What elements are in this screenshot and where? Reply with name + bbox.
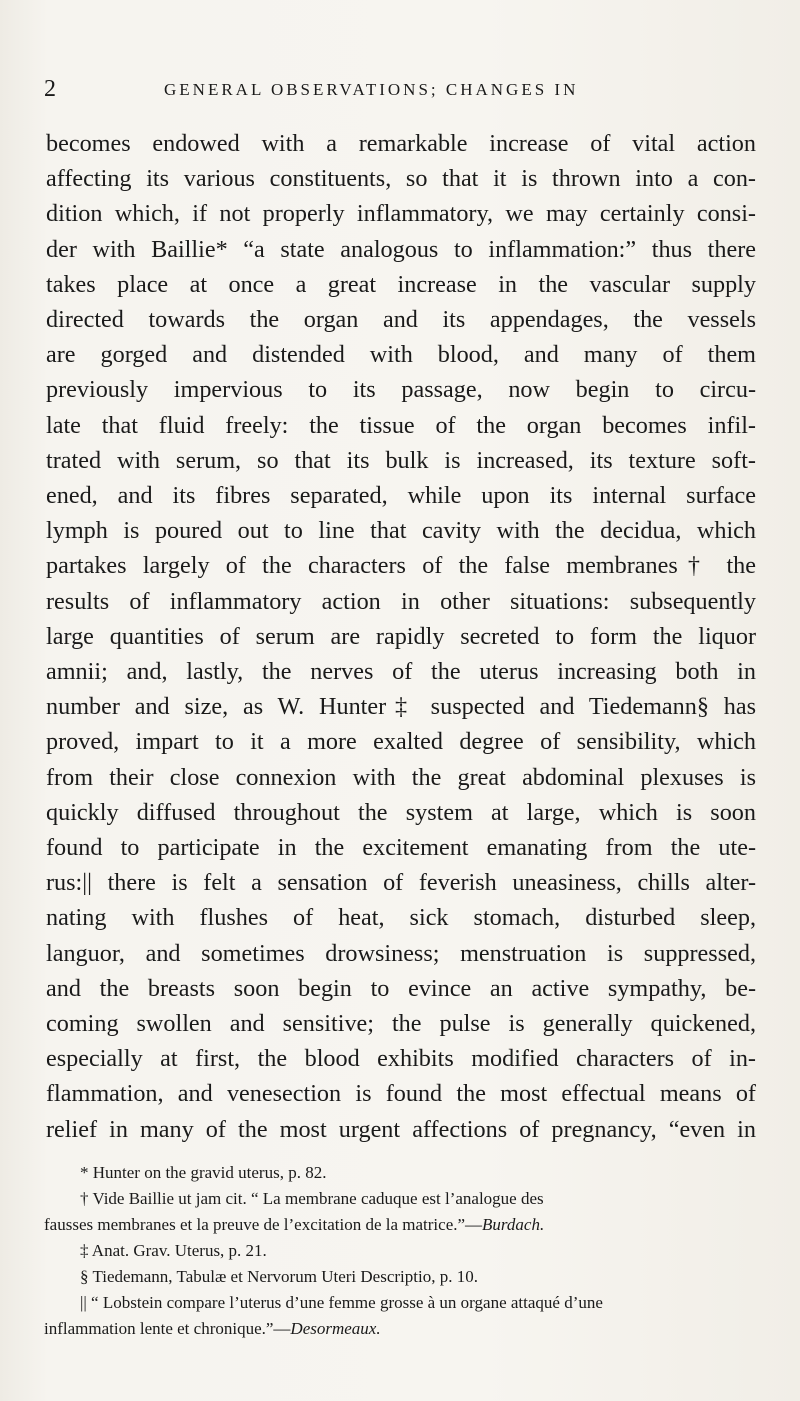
text-line: takes place at once a great increase in the vascular supply <box>46 270 756 298</box>
footnote-continuation <box>44 1212 756 1238</box>
text-line: results of inflammatory action in other situations: subsequently <box>46 587 756 615</box>
footnote: ‡ Anat. Grav. Uterus, p. 21. <box>80 1241 267 1260</box>
footnotes <box>44 1160 756 1342</box>
footnote: § Tiedemann, Tabulæ et Nervorum Uteri Descriptio, p. 10. <box>80 1267 478 1286</box>
text-line: trated with serum, so that its bulk is increased, its texture soft- <box>46 446 756 474</box>
text-line: proved, impart to it a more exalted degree of sensibility, which <box>46 728 756 756</box>
text-line: der with Baillie* “a state analogous to inflammation:” thus there <box>46 235 756 263</box>
page-number: 2 <box>44 76 56 102</box>
text-line: from their close connexion with the great abdominal plexuses is <box>46 763 756 791</box>
text-line: partakes largely of the characters of the false membranes† the <box>46 552 756 580</box>
footnote: || “ Lobstein compare l’uterus d’une femme grosse à un organe attaqué d’une <box>80 1293 603 1312</box>
text-line: coming swollen and sensitive; the pulse is generally quickened, <box>46 1010 756 1038</box>
footnote: † Vide Baillie ut jam cit. “ La membrane caduque est l’analogue des <box>80 1189 544 1208</box>
text-line: rus:|| there is felt a sensation of feverish uneasiness, chills alter- <box>46 869 756 897</box>
footnote-author: Desormeaux. <box>290 1319 381 1338</box>
text-line: found to participate in the excitement emanating from the ute- <box>46 834 756 862</box>
body-paragraph <box>46 126 756 1147</box>
footnote-continuation <box>44 1316 756 1342</box>
text-line: languor, and sometimes drowsiness; menstruation is suppressed, <box>46 939 756 967</box>
text-line: quickly diffused throughout the system at large, which is soon <box>46 798 756 826</box>
text-line: dition which, if not properly inflammatory, we may certainly consi- <box>46 200 756 228</box>
text-line: late that fluid freely: the tissue of the organ becomes infil- <box>46 411 756 439</box>
text-line: previously impervious to its passage, now begin to circu- <box>46 376 756 404</box>
text-line: especially at first, the blood exhibits modified characters of in- <box>46 1045 756 1073</box>
page-header <box>44 74 744 106</box>
text-line: becomes endowed with a remarkable increase of vital action <box>46 130 756 157</box>
text-line: ened, and its fibres separated, while upon its internal surface <box>46 482 756 510</box>
footnote-text: inflammation lente et chronique.”— <box>44 1319 291 1338</box>
text-line: amnii; and, lastly, the nerves of the uterus increasing both in <box>46 658 756 686</box>
text-line: are gorged and distended with blood, and many of them <box>46 341 756 369</box>
text-line: nating with flushes of heat, sick stomach, disturbed sleep, <box>46 904 756 932</box>
text-line: flammation, and venesection is found the most effectual means of <box>46 1080 756 1108</box>
running-head: GENERAL OBSERVATIONS; CHANGES IN <box>164 80 579 99</box>
text-line: lymph is poured out to line that cavity with the decidua, which <box>46 517 756 545</box>
text-line: relief in many of the most urgent affections of pregnancy, “even in <box>46 1115 756 1143</box>
text-line: directed towards the organ and its appendages, the vessels <box>46 306 756 334</box>
footnote-text: fausses membranes et la preuve de l’excitation de la matrice.”— <box>44 1215 483 1234</box>
text-line: number and size, as W. Hunter‡ suspected and Tiedemann§ has <box>46 693 756 721</box>
text-line: affecting its various constituents, so that it is thrown into a con- <box>46 165 756 193</box>
footnote: * Hunter on the gravid uterus, p. 82. <box>80 1163 327 1182</box>
text-line: and the breasts soon begin to evince an active sympathy, be- <box>46 974 756 1002</box>
footnote-author: Burdach. <box>482 1215 545 1234</box>
text-line: large quantities of serum are rapidly secreted to form the liquor <box>46 622 756 650</box>
